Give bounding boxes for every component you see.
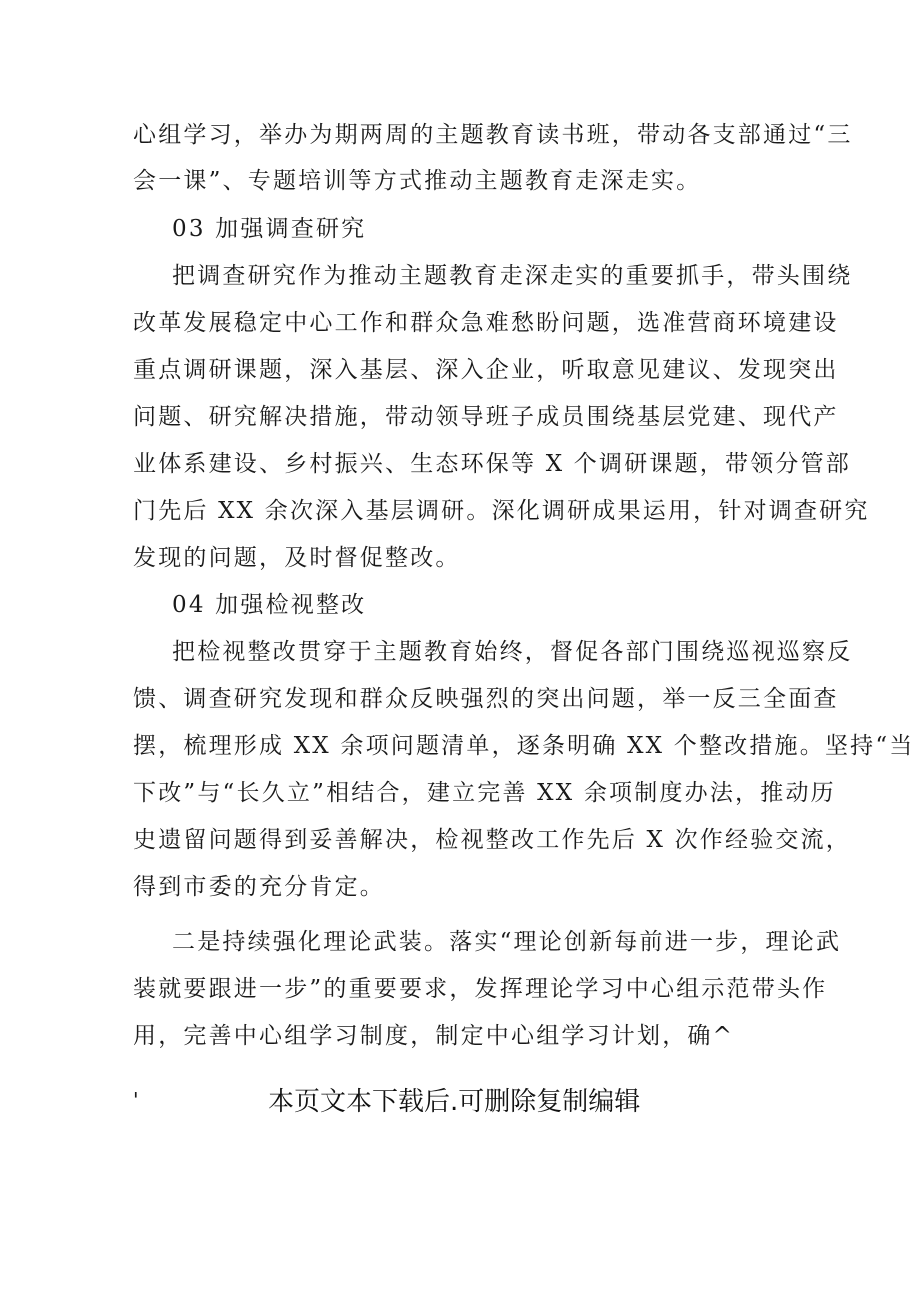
text-line: 发现的问题，及时督促整改。 — [133, 545, 461, 571]
text-line: 问题、研究解决措施，带动领导班子成员围绕基层党建、现代产 — [133, 404, 839, 430]
text-line: 把检视整改贯穿于主题教育始终，督促各部门围绕巡视巡察反 — [172, 639, 853, 665]
text-line: 改革发展稳定中心工作和群众急难愁盼问题，选准营商环境建设 — [133, 310, 839, 336]
section-heading: 04 加强检视整改 — [172, 592, 367, 618]
text-line: 用，完善中心组学习制度，制定中心组学习计划，确^ — [133, 1023, 735, 1049]
footer-notice: 本页文本下载后.可删除复制编辑 — [268, 1087, 641, 1117]
section-heading: 03 加强调查研究 — [172, 216, 367, 242]
text-line: 二是持续强化理论武装。落实“理论创新每前进一步，理论武 — [172, 929, 842, 955]
text-line: 业体系建设、乡村振兴、生态环保等 X 个调研课题，带领分管部 — [133, 451, 851, 477]
text-line: 下改”与“长久立”相结合，建立完善 XX 余项制度办法，推动历 — [133, 780, 836, 806]
text-line: 馈、调查研究发现和群众反映强烈的突出问题，举一反三全面查 — [133, 686, 839, 712]
text-line: 史遗留问题得到妥善解决，检视整改工作先后 X 次作经验交流， — [133, 827, 851, 853]
text-line: 门先后 XX 余次深入基层调研。深化调研成果运用，针对调查研究 — [133, 498, 870, 524]
text-line: 把调查研究作为推动主题教育走深走实的重要抓手，带头围绕 — [172, 263, 853, 289]
footer-mark: ' — [133, 1088, 139, 1112]
text-line: 装就要跟进一步”的重要要求，发挥理论学习中心组示范带头作 — [133, 976, 828, 1002]
text-line: 会一课”、专题培训等方式推动主题教育走深走实。 — [133, 168, 702, 194]
text-line: 心组学习，举办为期两周的主题教育读书班，带动各支部通过“三 — [133, 122, 853, 148]
text-line: 重点调研课题，深入基层、深入企业，听取意见建议、发现突出 — [133, 357, 839, 383]
text-line: 摆，梳理形成 XX 余项问题清单，逐条明确 XX 个整改措施。坚持“当 — [133, 733, 915, 759]
text-line: 得到市委的充分肯定。 — [133, 874, 385, 900]
